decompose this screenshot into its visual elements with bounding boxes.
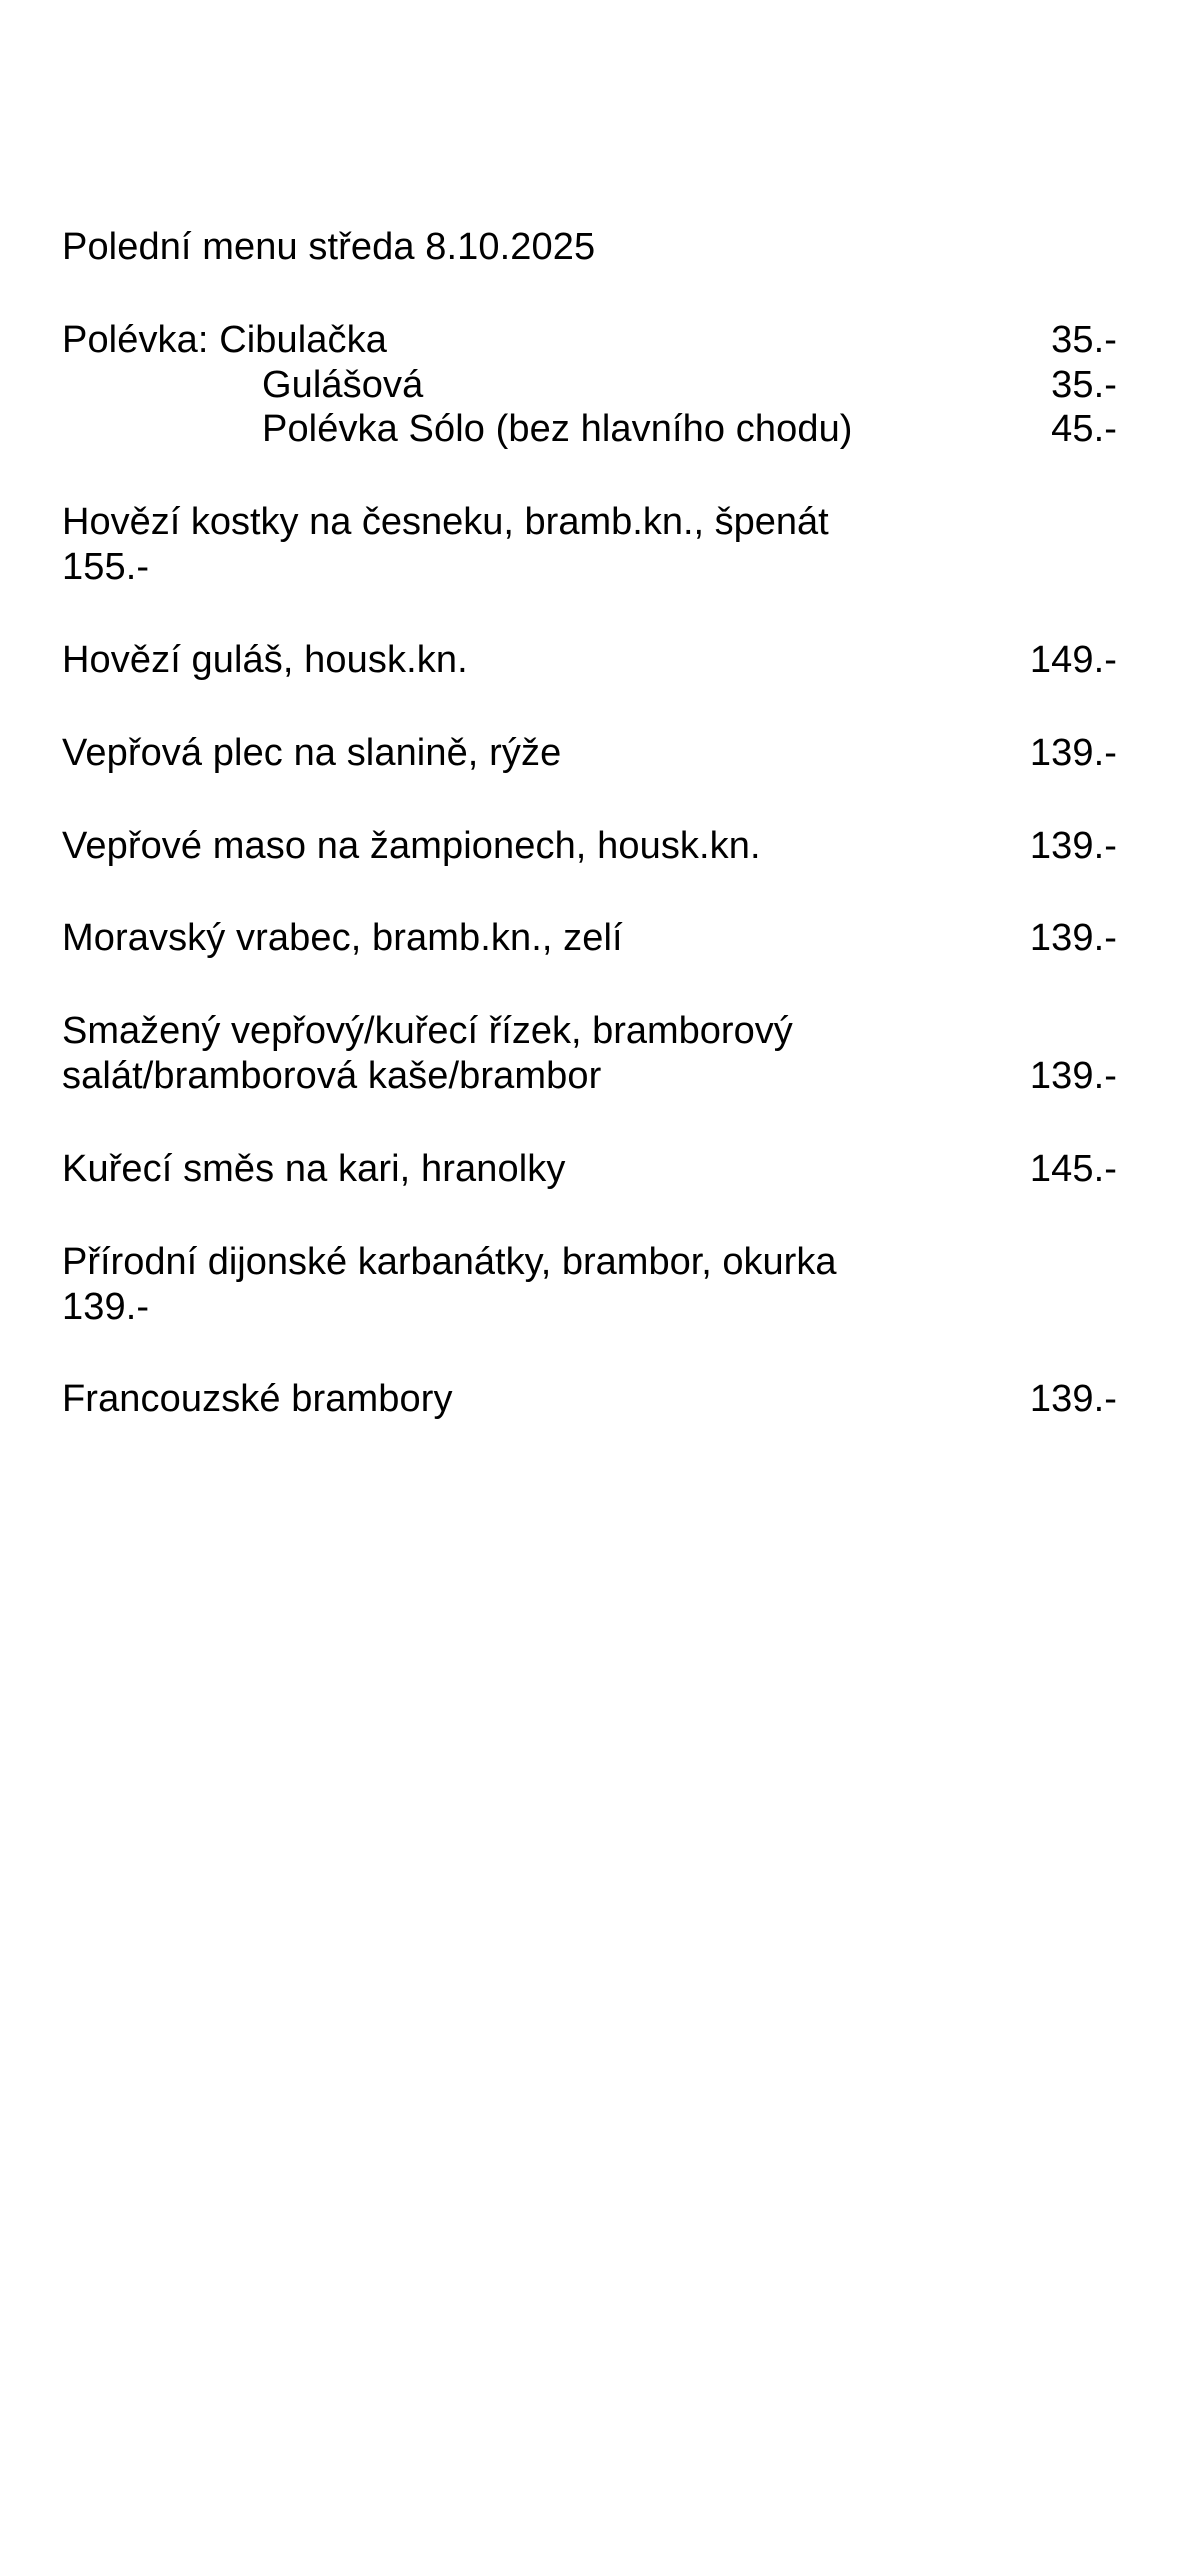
menu-item-name: Smažený vepřový/kuřecí řízek, bramborový <box>62 1010 793 1053</box>
menu-item-name: Kuřecí směs na kari, hranolky <box>62 1147 566 1190</box>
menu-item-price: 155.- <box>62 546 150 589</box>
menu-item <box>62 1240 1117 1330</box>
soup-row-2 <box>62 363 1117 408</box>
menu-item-name: Hovězí guláš, housk.kn. <box>62 638 468 681</box>
soup-price-3: 45.- <box>1051 408 1117 451</box>
soup-price-2: 35.- <box>1051 363 1117 406</box>
menu-item-price: 145.- <box>1029 1147 1117 1190</box>
menu-item <box>62 1377 1117 1422</box>
soup-section <box>62 318 1177 452</box>
menu-item <box>62 824 1117 869</box>
menu-content <box>62 225 1177 1422</box>
menu-item-name-continued: salát/bramborová kaše/brambor <box>62 1055 602 1098</box>
menu-item-name: Přírodní dijonské karbanátky, brambor, okurka <box>62 1240 837 1283</box>
menu-item-price: 139.- <box>62 1285 150 1328</box>
menu-item <box>62 500 1117 590</box>
menu-item-price: 139.- <box>1029 1378 1117 1421</box>
menu-item <box>62 731 1117 776</box>
menu-item-price: 139.- <box>1029 1055 1117 1098</box>
menu-item <box>62 1147 1117 1192</box>
dot-spacer <box>601 1054 1030 1099</box>
menu-item-name: Vepřové maso na žampionech, housk.kn. <box>62 824 761 867</box>
menu-item <box>62 1009 1117 1099</box>
page-title: Polední menu středa 8.10.2025 <box>62 226 596 268</box>
menu-item-price: 139.- <box>1029 731 1117 774</box>
menu-item <box>62 916 1117 961</box>
menu-item-name: Francouzské brambory <box>62 1378 453 1421</box>
menu-item <box>62 638 1117 683</box>
soup-row-1 <box>62 318 1117 363</box>
soup-price-1: 35.- <box>1051 318 1117 361</box>
menu-item-name: Vepřová plec na slanině, rýže <box>62 731 562 774</box>
soup-name-1: Polévka: Cibulačka <box>62 318 387 361</box>
soup-row-3 <box>62 407 1117 452</box>
menu-item-price: 149.- <box>1029 638 1117 681</box>
menu-item-name: Moravský vrabec, bramb.kn., zelí <box>62 917 623 960</box>
menu-item-name: Hovězí kostky na česneku, bramb.kn., špenát <box>62 501 829 544</box>
menu-item-price: 139.- <box>1029 917 1117 960</box>
soup-name-3: Polévka Sólo (bez hlavního chodu) <box>262 408 853 451</box>
menu-item-price: 139.- <box>1029 824 1117 867</box>
soup-name-2: Gulášová <box>262 363 424 406</box>
menu-item-name-continued-row <box>62 1054 1117 1099</box>
